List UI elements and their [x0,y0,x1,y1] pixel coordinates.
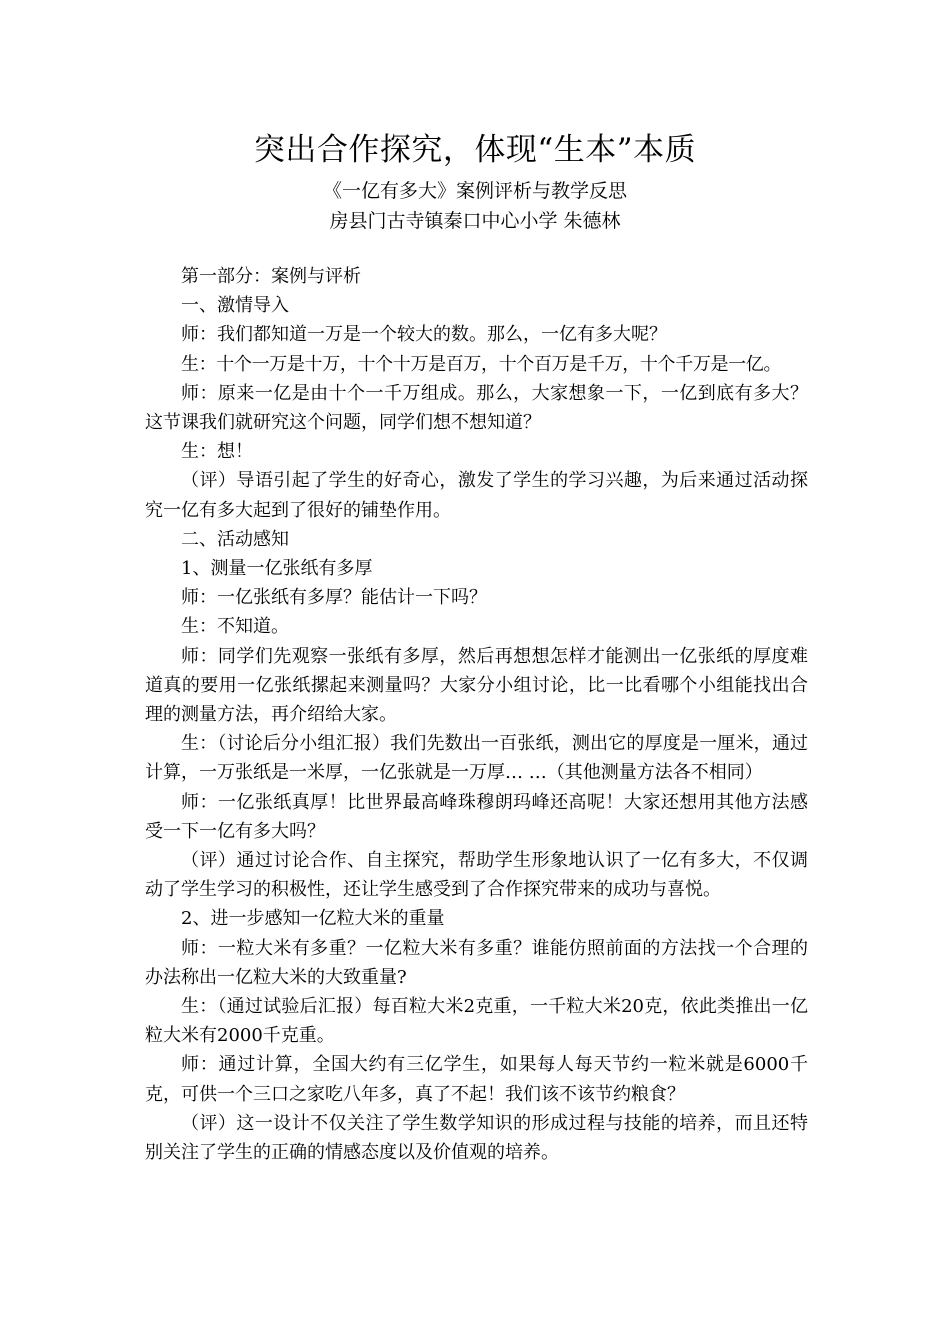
subsection-heading: 二、活动感知 [181,528,289,550]
document-subtitle: 《一亿有多大》案例评析与教学反思 [322,180,627,202]
paragraph: 师：我们都知道一万是一个较大的数。那么，一亿有多大呢？ [181,324,667,346]
paragraph: 生：（讨论后分小组汇报）我们先数出一百张纸，测出它的厚度是一厘米，通过计算，一万张纸是一米厚，一亿张就是一万厚… …（其他测量方法各不相同） [145,733,808,784]
paragraph: 师：通过计算，全国大约有三亿学生，如果每人每天节约一粒米就是6000千克，可供一个三口之家吃八年多，真了不起！我们该不该节约粮食？ [145,1054,808,1105]
section-heading: 第一部分：案例与评析 [181,266,361,287]
paragraph: 生：十个一万是十万，十个十万是百万，十个百万是千万，十个千万是一亿。 [181,353,782,375]
paragraph: 生：想！ [181,441,253,463]
subsection-heading: 1、测量一亿张纸有多厚 [181,558,373,580]
paragraph: 师：一亿张纸有多厚？能估计一下吗？ [181,587,487,609]
paragraph: 师：同学们先观察一张纸有多厚，然后再想想怎样才能测出一亿张纸的厚度难道真的要用一亿张纸摞起来测量吗？大家分小组讨论，比一比看哪个小组能找出合理的测量方法，再介绍给大家。 [145,645,808,726]
comment-paragraph: （评）这一设计不仅关注了学生数学知识的形成过程与技能的培养，而且还特别关注了学生的正确的情感态度以及价值观的培养。 [145,1112,808,1164]
paragraph: 生：不知道。 [181,616,289,638]
document-body [145,262,808,1167]
paragraph: 师：一粒大米有多重？一亿粒大米有多重？谁能仿照前面的方法找一个合理的办法称出一亿粒大米的大致重量? [145,937,808,988]
subsection-heading: 一、激情导入 [181,295,289,317]
paragraph: 师：原来一亿是由十个一千万组成。那么，大家想象一下，一亿到底有多大？这节课我们就研究这个问题，同学们想不想知道？ [145,382,808,434]
comment-paragraph: （评）通过讨论合作、自主探究，帮助学生形象地认识了一亿有多大，不仅调动了学生学习的积极性，还让学生感受到了合作探究带来的成功与喜悦。 [145,850,808,901]
paragraph: 师：一亿张纸真厚！比世界最高峰珠穆朗玛峰还高呢！大家还想用其他方法感受一下一亿有多大吗？ [145,791,808,842]
author-line: 房县门古寺镇秦口中心小学 朱德林 [329,210,621,232]
paragraph: 生：（通过试验后汇报）每百粒大米2克重，一千粒大米20克，依此类推出一亿粒大米有2000千克重。 [145,996,808,1047]
document-title: 突出合作探究，体现“生本”本质 [253,132,697,168]
comment-paragraph: （评）导语引起了学生的好奇心，激发了学生的学习兴趣，为后来通过活动探究一亿有多大起到了很好的铺垫作用。 [145,470,808,521]
subsection-heading: 2、进一步感知一亿粒大米的重量 [181,908,445,930]
